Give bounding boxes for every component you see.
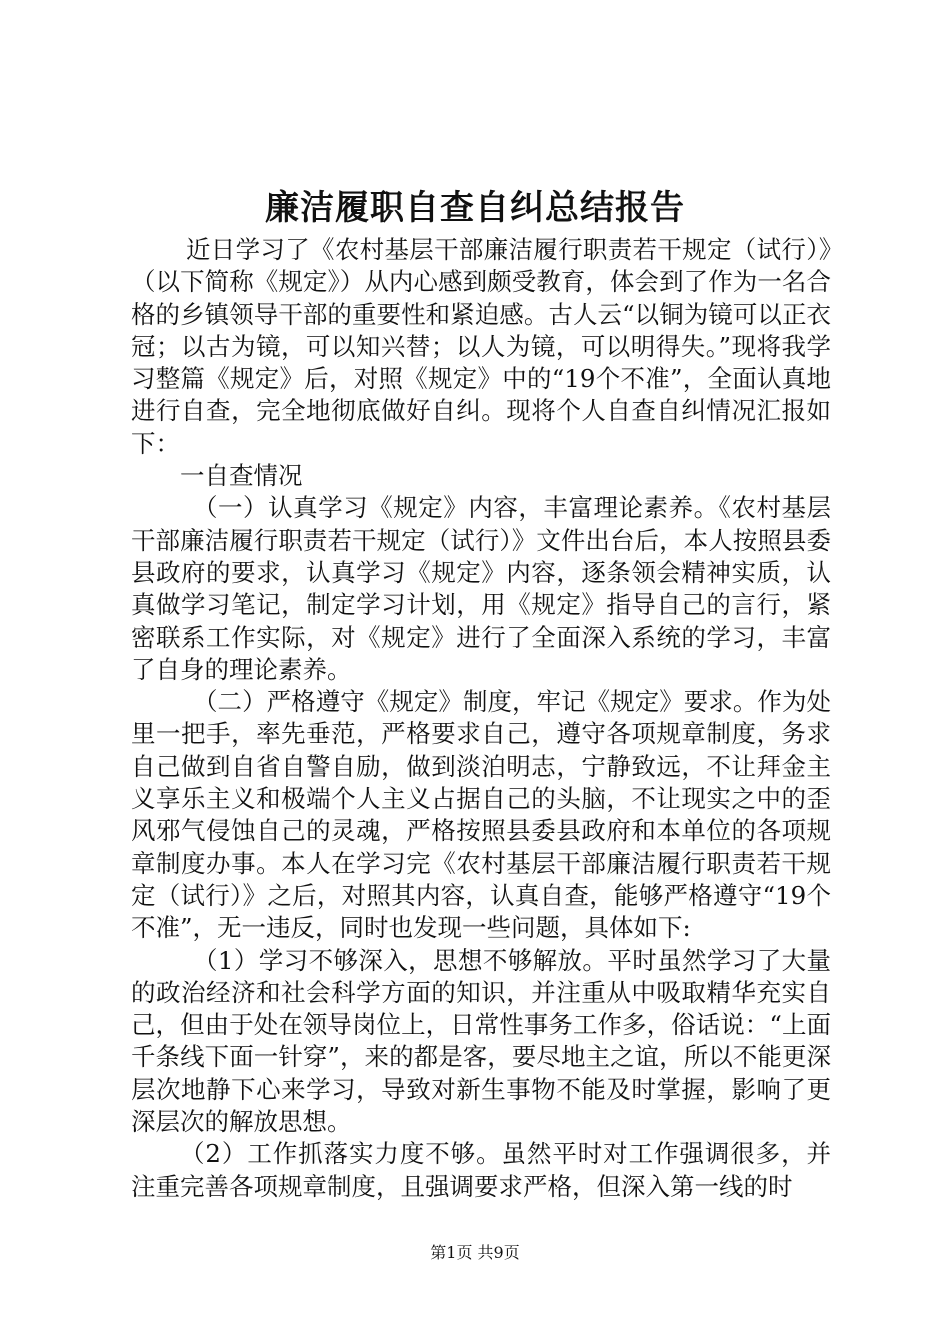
page-number: 第1页 共9页 <box>430 1243 520 1262</box>
paragraph-subitem-2: （2）工作抓落实力度不够。虽然平时对工作强调很多，并注重完善各项规章制度，且强调要求严格，但深入第一线的时 <box>131 1139 831 1201</box>
paragraph-subitem-1: （1）学习不够深入，思想不够解放。平时虽然学习了大量的政治经济和社会科学方面的知识，并注重从中吸取精华充实自己，但由于处在领导岗位上，日常性事务工作多，俗话说：“上面千条线下面一针穿”，来的都是客，要尽地主之谊，所以不能更深层次地静下心来学习，导致对新生事物不能及时掌握，影响了更深层次的解放思想。 <box>131 945 831 1137</box>
document-body <box>131 234 831 1203</box>
paragraph-item-2: （二）严格遵守《规定》制度，牢记《规定》要求。作为处里一把手，率先垂范，严格要求自己，遵守各项规章制度，务求自己做到自省自警自励，做到淡泊明志，宁静致远，不让拜金主义享乐主义和极端个人主义占据自己的头脑，不让现实之中的歪风邪气侵蚀自己的灵魂，严格按照县委县政府和本单位的各项规章制度办事。本人在学习完《农村基层干部廉洁履行职责若干规定（试行）》之后，对照其内容，认真自查，能够严格遵守“19个不准”，无一违反，同时也发现一些问题，具体如下: <box>131 687 831 943</box>
paragraph-item-1: （一）认真学习《规定》内容，丰富理论素养。《农村基层干部廉洁履行职责若干规定（试行）》文件出台后，本人按照县委县政府的要求，认真学习《规定》内容，逐条领会精神实质，认真做学习笔记，制定学习计划，用《规定》指导自己的言行，紧密联系工作实际，对《规定》进行了全面深入系统的学习，丰富了自身的理论素养。 <box>131 493 831 684</box>
paragraph-intro: 近日学习了《农村基层干部廉洁履行职责若干规定（试行）》（以下简称《规定》）从内心感到颇受教育，体会到了作为一名合格的乡镇领导干部的重要性和紧迫感。古人云“以铜为镜可以正衣冠；以古为镜，可以知兴替；以人为镜，可以明得失。”现将我学习整篇《规定》后，对照《规定》中的“19个不准”，全面认真地进行自查，完全地彻底做好自纠。现将个人自查自纠情况汇报如下： <box>131 235 831 458</box>
section-heading: 一自查情况 <box>180 461 303 491</box>
document-title: 廉洁履职自查自纠总结报告 <box>265 188 685 228</box>
